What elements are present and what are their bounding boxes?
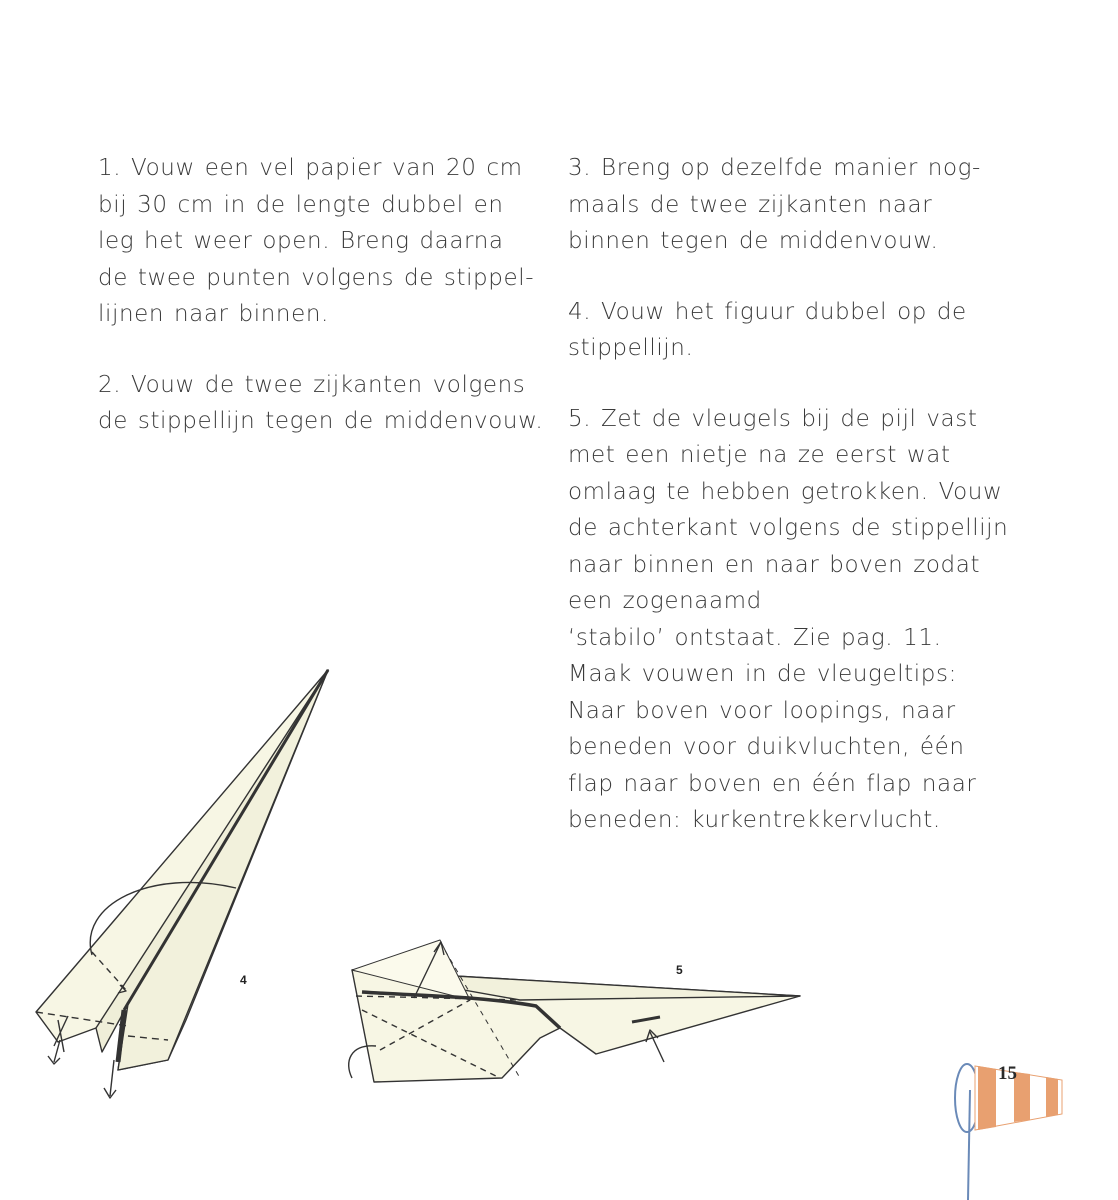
text-line: bij 30 cm in de lengte dubbel en <box>98 191 504 218</box>
step-5 <box>568 401 1008 839</box>
step-3 <box>568 150 1008 260</box>
text-line: lijnen naar binnen. <box>98 301 329 327</box>
text-line: 5. Zet de vleugels bij de pijl vast <box>568 405 978 432</box>
step-4 <box>568 294 1008 367</box>
text-line: naar binnen en naar boven zodat <box>568 551 981 578</box>
text-line: de achterkant volgens de stippellijn <box>568 515 1009 541</box>
text-line: 3. Breng op dezelfde manier nog- <box>568 155 981 181</box>
page-number: 15 <box>998 1063 1017 1084</box>
plane-figure-4 <box>36 670 328 1098</box>
text-line: beneden: kurkentrekkervlucht. <box>568 807 941 833</box>
text-line: Maak vouwen in de vleugeltips: <box>568 661 957 687</box>
text-line: 4. Vouw het figuur dubbel op de <box>568 298 967 325</box>
text-line: Naar boven voor loopings, naar <box>568 697 956 724</box>
text-line: de stippellijn tegen de middenvouw. <box>98 408 544 434</box>
text-line: flap naar boven en één flap naar <box>568 770 977 797</box>
text-line: met een nietje na ze eerst wat <box>568 442 951 468</box>
step-1 <box>98 150 548 333</box>
figure-4-label: 4 <box>240 973 247 987</box>
text-line: leg het weer open. Breng daarna <box>98 228 504 254</box>
text-line: beneden voor duikvluchten, één <box>568 734 965 760</box>
text-line: stippellijn. <box>568 335 694 361</box>
step-2 <box>98 367 548 440</box>
instructions-right-column <box>568 150 1008 873</box>
text-line: 1. Vouw een vel papier van 20 cm <box>98 155 523 181</box>
text-line: de twee punten volgens de stippel- <box>98 264 535 291</box>
text-line: ‘stabilo’ ontstaat. Zie pag. 11. <box>568 624 942 651</box>
text-line: 2. Vouw de twee zijkanten volgens <box>98 371 526 398</box>
plane-figure-5 <box>349 940 800 1082</box>
text-line: binnen tegen de middenvouw. <box>568 228 939 254</box>
instructions-left-column <box>98 150 548 474</box>
figure-5-label: 5 <box>676 963 683 977</box>
text-line: maals de twee zijkanten naar <box>568 191 933 218</box>
text-line: een zogenaamd <box>568 588 762 614</box>
text-line: omlaag te hebben getrokken. Vouw <box>568 478 1003 505</box>
